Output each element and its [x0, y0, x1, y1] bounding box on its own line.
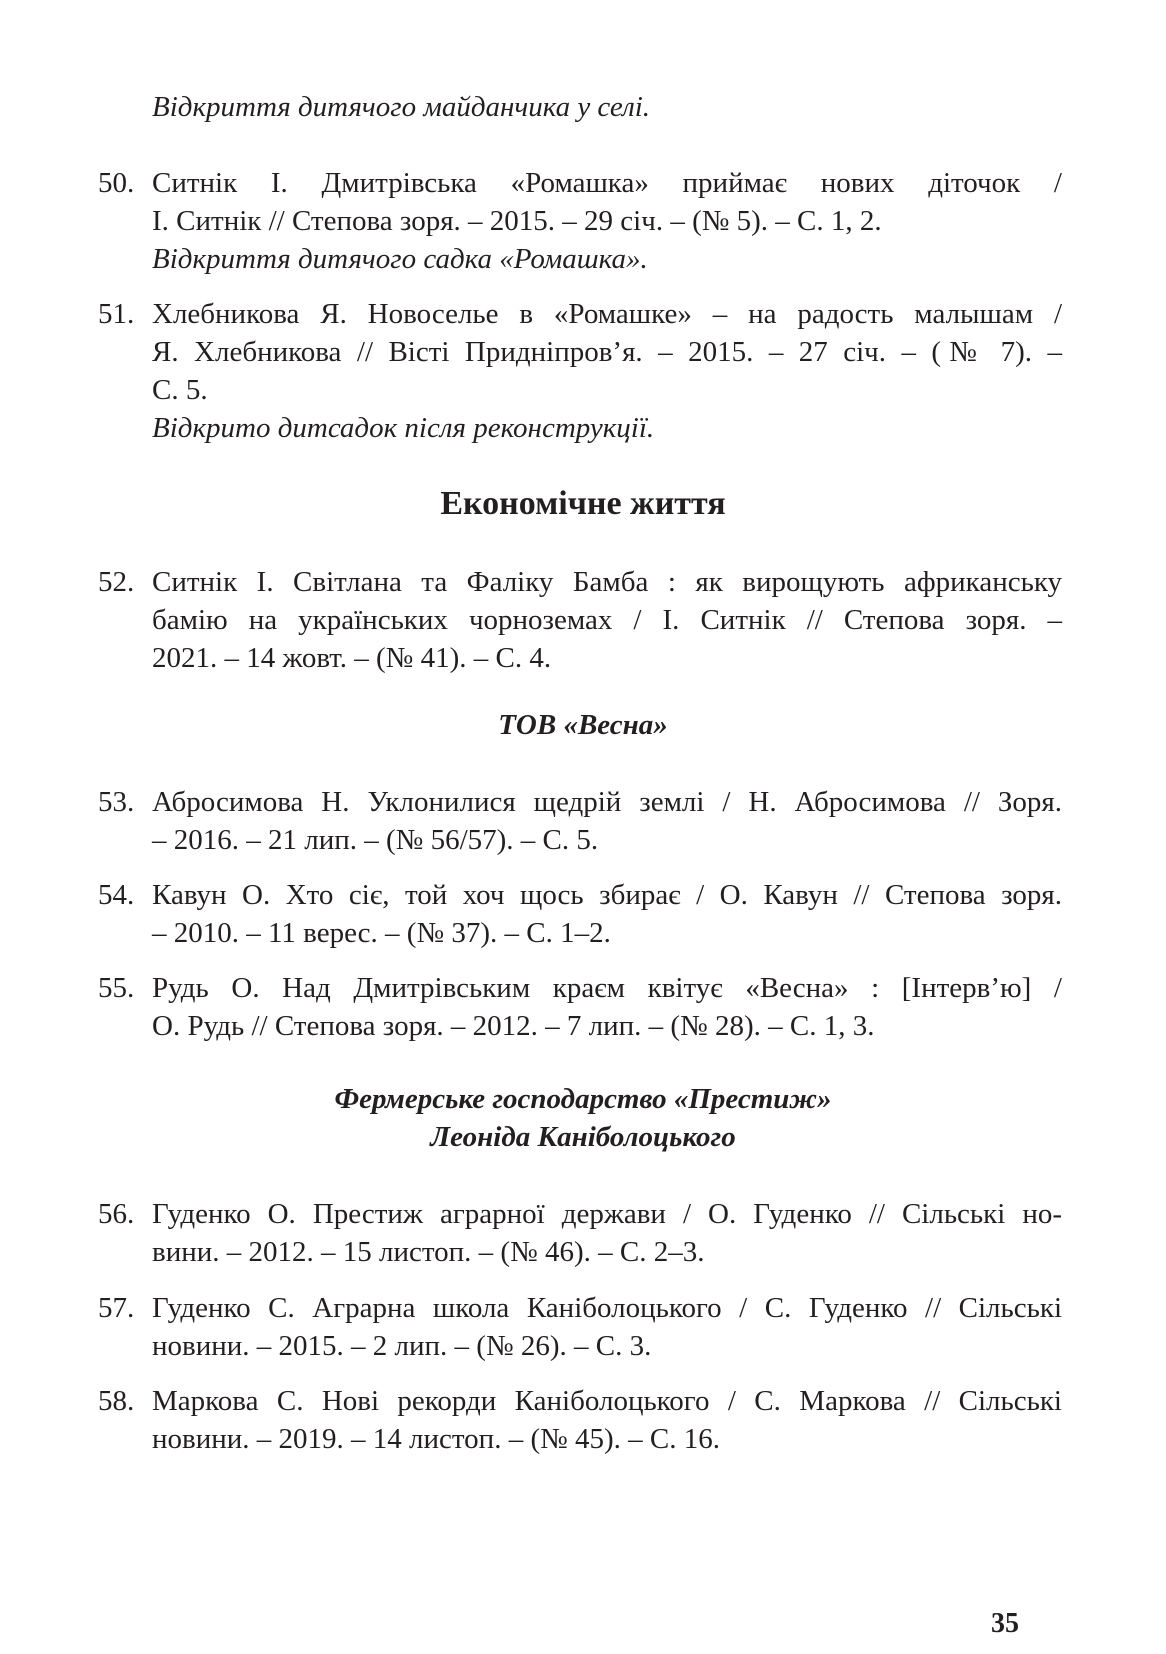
entry-number: 53. [98, 786, 135, 818]
page-number: 35 [991, 1608, 1019, 1639]
entry-text-line: Хлебникова Я. Новоселье в «Ромашке» – на радость малышам / [152, 298, 1062, 330]
subsection-heading: Фермерське господарство «Престиж» [334, 1083, 832, 1115]
entry-text-line: вини. – 2012. – 15 листоп. – (№ 46). – С. 2–3. [152, 1236, 705, 1268]
entry-text-line: Гуденко О. Престиж аграрної держави / О. Гуденко // Сільські но- [152, 1198, 1062, 1230]
subsection-heading: ТОВ «Весна» [498, 709, 668, 741]
entry-text-line: С. 5. [152, 374, 208, 406]
entry-text-line: Маркова С. Нові рекорди Каніболоцького / С. Маркова // Сільські [152, 1385, 1062, 1417]
entry-text-line: Абросимова Н. Уклонилися щедрій землі / Н. Абросимова // Зоря. [152, 786, 1062, 818]
entry-text-line: Гуденко С. Аграрна школа Каніболоцького / С. Гуденко // Сільські [152, 1292, 1062, 1324]
entry-text-line: Ситнік І. Дмитрівська «Ромашка» приймає нових діточок / [152, 167, 1062, 199]
entry-text-line: О. Рудь // Степова зоря. – 2012. – 7 лип. – (№ 28). – С. 1, 3. [152, 1010, 875, 1042]
entry-text-line: Ситнік І. Світлана та Фаліку Бамба : як вирощують африканську [152, 566, 1062, 598]
subsection-heading: Леоніда Каніболоцького [430, 1121, 736, 1153]
entry-number: 50. [98, 167, 135, 199]
entry-number: 54. [98, 879, 135, 911]
entry-number: 57. [98, 1292, 135, 1324]
entry-text-line: Рудь О. Над Дмитрівським краєм квітує «Весна» : [Інтерв’ю] / [152, 972, 1062, 1004]
entry-text-line: – 2016. – 21 лип. – (№ 56/57). – С. 5. [152, 824, 599, 856]
entry-text-line: І. Ситнік // Степова зоря. – 2015. – 29 січ. – (№ 5). – С. 1, 2. [152, 205, 882, 237]
entry-text-line: – 2010. – 11 верес. – (№ 37). – С. 1–2. [152, 917, 611, 949]
entry-text-line: 2021. – 14 жовт. – (№ 41). – С. 4. [152, 642, 552, 674]
entry-text-line: бамію на українських чорноземах / І. Ситнік // Степова зоря. – [152, 604, 1062, 636]
entry-text-line: новини. – 2015. – 2 лип. – (№ 26). – С. 3. [152, 1330, 652, 1362]
entry-number: 58. [98, 1385, 135, 1417]
entry-text-line: Кавун О. Хто сіє, той хоч щось збирає / О. Кавун // Степова зоря. [152, 879, 1062, 911]
entry-number: 56. [98, 1198, 135, 1230]
entry-note: Відкриття дитячого майданчика у селі. [152, 91, 651, 123]
entry-note: Відкрито дитсадок після реконструкції. [152, 412, 655, 444]
entry-number: 55. [98, 972, 135, 1004]
entry-number: 51. [98, 298, 135, 330]
entry-text-line: новини. – 2019. – 14 листоп. – (№ 45). – С. 16. [152, 1423, 721, 1455]
entry-number: 52. [98, 566, 135, 598]
entry-text-line: Я. Хлебникова // Вісті Придніпров’я. – 2015. – 27 січ. – (№ 7). – [152, 336, 1062, 368]
entry-note: Відкриття дитячого садка «Ромашка». [152, 243, 648, 275]
section-heading: Економічне життя [440, 485, 726, 522]
